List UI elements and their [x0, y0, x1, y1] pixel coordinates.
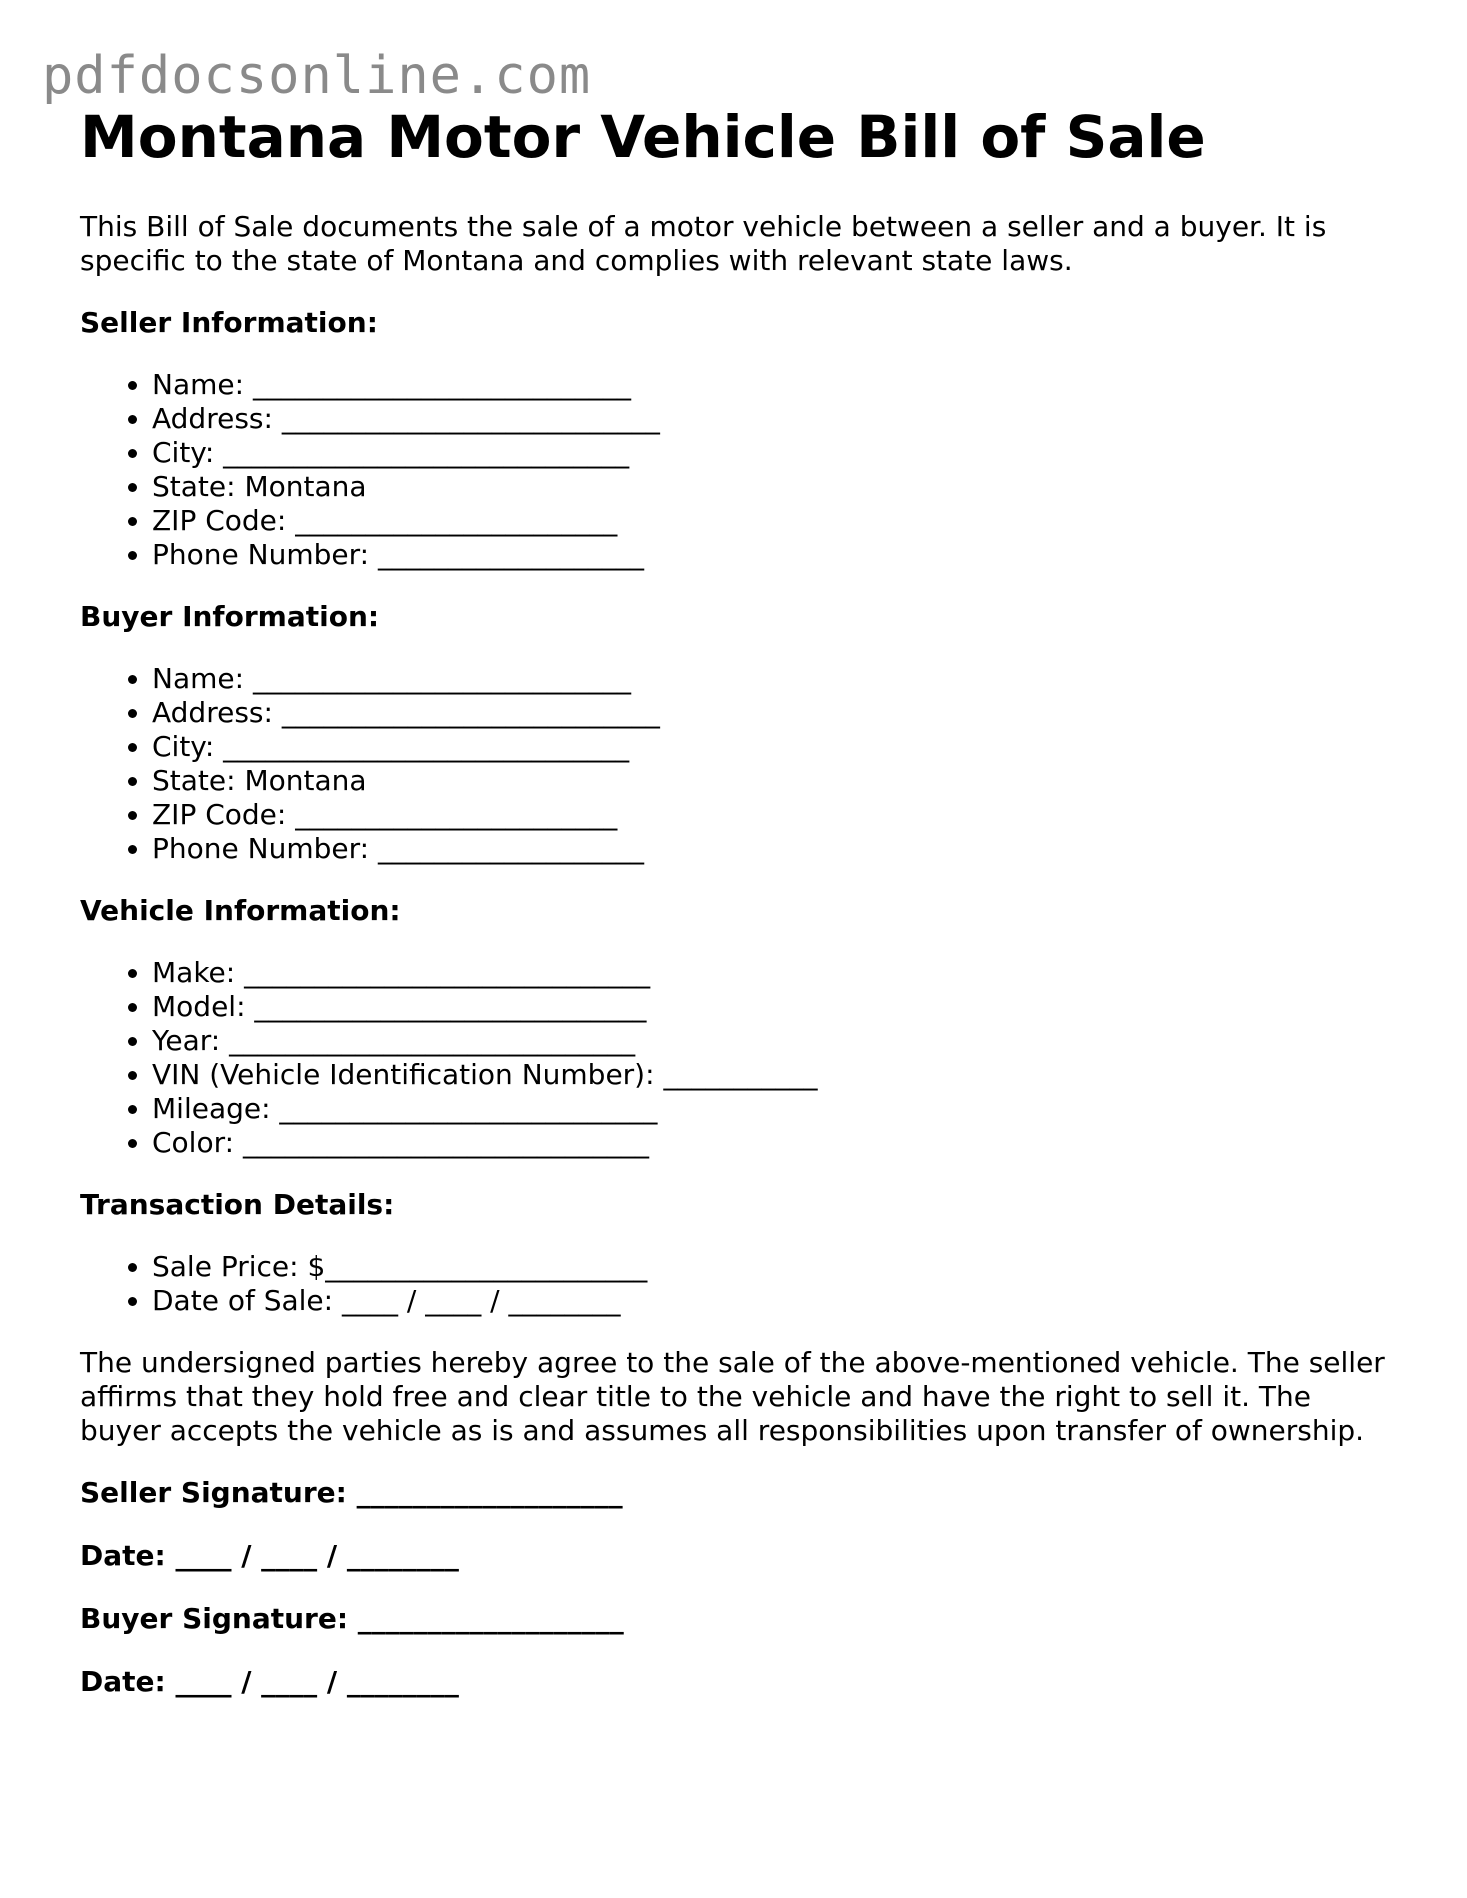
vehicle-year-field: • Year: _____________________________ [152, 1024, 1390, 1058]
buyer-state-field: • State: Montana [152, 764, 1390, 798]
buyer-phone-field: • Phone Number: ___________________ [152, 832, 1390, 866]
vehicle-model-field: • Model: ____________________________ [152, 990, 1390, 1024]
agreement-paragraph: The undersigned parties hereby agree to the sale of the above-mentioned vehicle. The seller affirms that they hold free and clear title to the vehicle and have the right to sell it. The buyer accepts the vehicle as is and assumes all responsibilities upon transfer of ownership. [80, 1346, 1385, 1447]
seller-address-field: • Address: ___________________________ [152, 402, 1390, 436]
buyer-address-field: • Address: ___________________________ [152, 696, 1390, 730]
buyer-name-field: • Name: ___________________________ [152, 662, 1390, 696]
seller-phone-field: • Phone Number: ___________________ [152, 538, 1390, 572]
buyer-date-line: Date: ____ / ____ / ________ [80, 1665, 459, 1698]
buyer-information-list [80, 662, 1390, 866]
watermark: pdfdocsonline.com [42, 46, 592, 106]
document-title: Montana Motor Vehicle Bill of Sale [80, 103, 1206, 171]
seller-zip-field: • ZIP Code: _______________________ [152, 504, 1390, 538]
vehicle-information-list [80, 956, 1390, 1160]
vehicle-information-heading: Vehicle Information: [80, 894, 401, 927]
date-of-sale-field: • Date of Sale: ____ / ____ / ________ [152, 1284, 1390, 1318]
document-page [80, 100, 1390, 1699]
vehicle-vin-field: • VIN (Vehicle Identification Number): ___________ [152, 1058, 1390, 1092]
intro-paragraph: This Bill of Sale documents the sale of a motor vehicle between a seller and a buyer. It is specific to the state of Montana and complies with relevant state laws. [80, 210, 1327, 277]
seller-information-heading: Seller Information: [80, 306, 378, 339]
seller-date-line: Date: ____ / ____ / ________ [80, 1539, 459, 1572]
vehicle-color-field: • Color: _____________________________ [152, 1126, 1390, 1160]
buyer-city-field: • City: _____________________________ [152, 730, 1390, 764]
seller-state-field: • State: Montana [152, 470, 1390, 504]
seller-signature-line: Seller Signature: ___________________ [80, 1476, 623, 1509]
buyer-information-heading: Buyer Information: [80, 600, 380, 633]
seller-name-field: • Name: ___________________________ [152, 368, 1390, 402]
buyer-signature-line: Buyer Signature: ___________________ [80, 1602, 624, 1635]
seller-information-list [80, 368, 1390, 572]
seller-city-field: • City: _____________________________ [152, 436, 1390, 470]
buyer-zip-field: • ZIP Code: _______________________ [152, 798, 1390, 832]
vehicle-make-field: • Make: _____________________________ [152, 956, 1390, 990]
transaction-details-list [80, 1250, 1390, 1318]
vehicle-mileage-field: • Mileage: ___________________________ [152, 1092, 1390, 1126]
transaction-details-heading: Transaction Details: [80, 1188, 395, 1221]
sale-price-field: • Sale Price: $_______________________ [152, 1250, 1390, 1284]
